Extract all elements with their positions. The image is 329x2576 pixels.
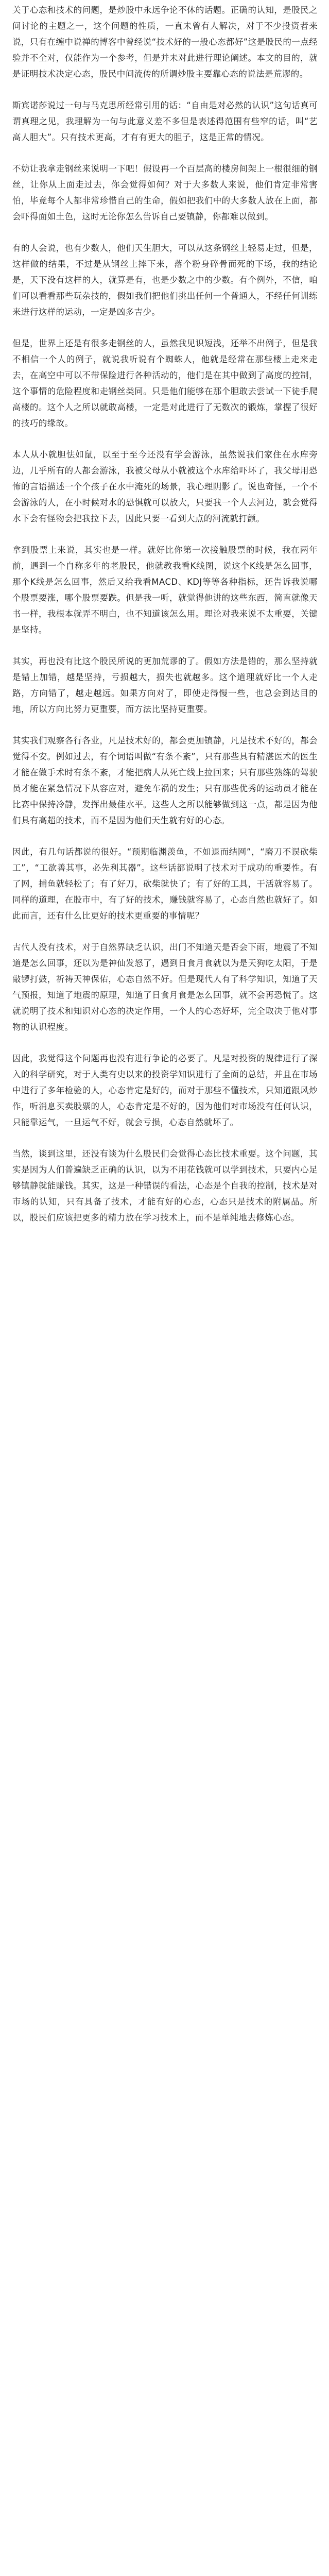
article-paragraph-6: 本人从小就胆怯如鼠，以至于至今还没有学会游泳，虽然说我们家住在水库旁边，几乎所有的人都会游泳，我被父母从小就被这个水库给吓坏了，我父母用恐怖的言语描述一个个孩子在水中淹死的场景，我心理阴影了。说也奇怪，一个不会游泳的人，在小时候对水的恐惧就可以放大，只要我一个人去河边，就会觉得水下会有怪物会把我拉下去，因此只要一看到大点的河流就打颤。 <box>12 450 318 523</box>
article-paragraph-4: 有的人会说，也有少数人，他们天生胆大，可以从这条钢丝上轻易走过，但是，这样做的结果，不过是从钢丝上摔下来，落个粉身碎骨而死的下场，我的结论是，天下没有这样的人，就算是有，也是少数之中的少数。有个例外，不信，咱们可以看看那些玩杂技的，假如我们把他们挑出任何一个普通人，不经任何训练来进行这样的运动，一定是凶多吉少。 <box>12 243 318 317</box>
article-paragraph-13: 当然，谈到这里，还没有谈为什么股民们会觉得心态比技术重要。这个问题，其实是因为人们普遍缺乏正确的认识，以为不用花钱就可以学到技术，只要内心足够镇静就能赚钱。其实，这是一种错误的看法，心态是个自我的控制，技术是对市场的认知，只有具备了技术，才能有好的心态，心态只是技术的附属品。所以，股民们应该把更多的精力放在学习技术上，而不是单纯地去修炼心态。 <box>12 1149 318 1223</box>
article-paragraph-9: 其实我们观察各行各业，凡是技术好的，都会更加镇静，凡是技术不好的，都会觉得不安。例如过去，有个词语叫做“有条不紊”，只有那些具有精湛医术的医生才能在做手术时有条不紊，才能把病人从死亡线上拉回来；只有那些熟练的驾驶员才能在紧急情况下从容应对，避免车祸的发生；只有那些优秀的运动员才能在比赛中保持冷静，发挥出最佳水平。这些人之所以能够做到这一点，都是因为他们具有高超的技术，而不是因为他们天生就有好的心态。 <box>12 736 318 825</box>
article-paragraph-5: 但是，世界上还是有很多走钢丝的人，虽然我见识短浅，还举不出例子，但是我不相信一个人的例子，就说我听说有个蜘蛛人，他就是经常在那些楼上走来走去，在高空中可以不带保险进行各种活动的，他们是在其中做到了高度的控制，这个事情的危险程度和走钢丝类同。只是他们能够在那个胆敢去尝试一下徒手爬高楼的。这个人之所以就敢高楼，一定是对此进行了无数次的锻炼，掌握了很好的技巧的缘故。 <box>12 338 318 428</box>
article-paragraph-11: 古代人没有技术，对于自然界缺乏认识，出门不知道天是否会下雨，地震了不知道是怎么回事，还以为是神仙发怒了，遇到日食月食就以为是天狗吃太阳，于是敲锣打鼓，祈祷天神保佑，心态自然不好。但是现代人有了科学知识，知道了天气预报，知道了地震的原理，知道了日食月食是怎么回事，就不会再恐慌了。这就说明了技术和知识对心态的决定作用，一个人的心态好坏，完全取决于他对事物的认识程度。 <box>12 942 318 1032</box>
article-paragraph-3: 不妨让我拿走钢丝来说明一下吧！假设再一个百层高的楼房间架上一根很细的钢丝，让你从上面走过去，你会觉得如何？对于大多数人来说，他们肯定非常害怕，毕竟每个人都非常珍惜自己的生命，假如把我们中的大多数人放在上面，都会吓得面如土色，这时无论你怎么告诉自己要镇静，你都难以做到。 <box>12 164 318 222</box>
article-paragraph-7: 拿到股票上来说，其实也是一样。就好比你第一次接触股票的时候，我在两年前，遇到一个自称多年的老股民，他就教我看K线图，说这个K线是怎么回事，那个K线是怎么回事，然后又给我看MACD、KDJ等等各种指标，还告诉我说哪个股票要涨，哪个股票要跌。但是我一听，就觉得他讲的这些东西，简直就像天书一样，我根本就弄不明白，也不知道该怎么用。理论对我来说不太重要，关键是坚持。 <box>12 545 318 635</box>
article-paragraph-2: 斯宾诺莎说过一句与马克思所经常引用的话：“自由是对必然的认识”这句话真可谓真理之见，我理解为一句与此意义差不多但是表述得范围有些窄的话，叫“艺高人胆大”。只有技术更高，才有有更大的胆子，这是正常的情况。 <box>12 100 318 142</box>
article-paragraph-12: 因此，我觉得这个问题再也没有进行争论的必要了。凡是对投资的规律进行了深入的科学研究，对于人类有史以来的投资学知识进行了全面的总结，并且在市场中进行了多年检验的人，心态肯定是好的，而对于那些不懂技术，只知道跟风炒作，听消息买卖股票的人，心态肯定是不好的，因为他们对市场没有任何认识，只能靠运气，一旦运气不好，就会亏损，心态自然就坏了。 <box>12 1054 318 1127</box>
article-paragraph-10: 因此，有几句话都说的很好。“预期临渊羡鱼，不如退而结网”，“磨刀不误砍柴工”，“工欲善其事，必先利其器”。这些话都说明了技术对于成功的重要性。有了网，捕鱼就轻松了；有了好刀，砍柴就快了；有了好的工具，干活就容易了。同样的道理，在股市中，有了好的技术，赚钱就容易了，心态自然也就好了。如此而言，还有什么比更好的技术更重要的事情呢？ <box>12 847 318 921</box>
article-paragraph-8: 其实，再也没有比这个股民所说的更加荒谬的了。假如方法是错的，那么坚持就是错上加错，越是坚持，亏损越大，损失也就越多。这个道理就好比一个人走路，方向错了，越走越远。如果方向对了，即使走得慢一些，也总会到达目的地，所以方向比努力更重要，而方法比坚持更重要。 <box>12 656 318 714</box>
article-body <box>0 2 329 1226</box>
article-paragraph-1: 关于心态和技术的问题，是炒股中永远争论不休的话题。正确的认知，是股民之间讨论的主题之一，这个问题的性质，一直未曾有人解决，对于不少投资者来说，只有在缠中说禅的博客中曾经说“技术好的一般心态都好”这是股民的一点经验并不全对，仅能作为一个参考，但是并未对此进行理论阐述。本文的目的，就是证明技术决定心态，股民中间流传的所谓炒股主要靠心态的说法是荒谬的。 <box>12 5 318 79</box>
